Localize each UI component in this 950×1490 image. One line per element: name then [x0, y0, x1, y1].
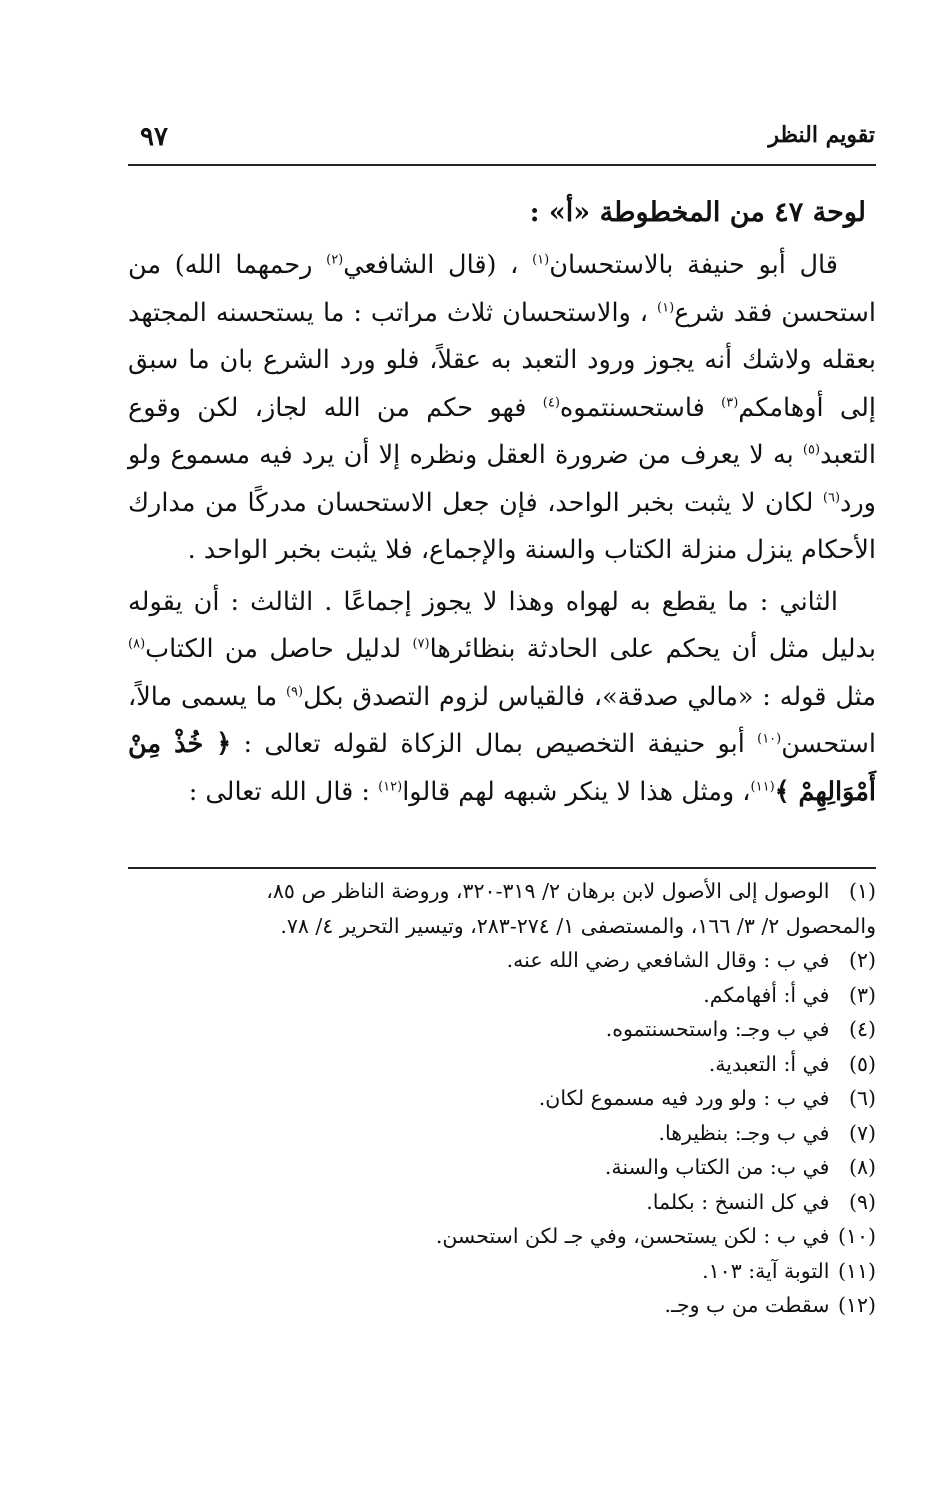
footnote-text: في ب: من الكتاب والسنة. — [604, 1155, 830, 1179]
footnote-ref: (٨) — [128, 636, 146, 652]
footnote-ref: (١) — [657, 300, 675, 315]
footnote-number: (٧) — [848, 1120, 876, 1145]
footnote-ref: (٣) — [721, 395, 739, 410]
footnote — [128, 1012, 876, 1047]
footnote-text: في ب : ولو ورد فيه مسموع لكان. — [538, 1086, 830, 1110]
footnote-number: (١٢) — [837, 1293, 876, 1317]
footnote-ref: (٤) — [542, 395, 560, 410]
text-run: به لا يعرف من ضرورة العقل ونظره إلا أن يرد فيه مسموع ولو ورد — [128, 440, 876, 518]
text-run: ، والاستحسان ثلاث مراتب : ما يستحسنه المجتهد بعقله ولاشك أنه يجوز ورود التعبد به عقلاً، فلو ورد الشرع بان ما سبق إلى أوهامكم — [128, 297, 877, 423]
text-run: قال أبو حنيفة بالاستحسان — [549, 250, 838, 280]
footnote-text: سقطت من ب وجـ. — [664, 1293, 830, 1317]
text-run: ، (قال الشافعي — [343, 250, 533, 280]
footnote-ref: (٥) — [802, 442, 821, 458]
text-run: الثاني : ما يقطع به لهواه وهذا لا يجوز إجماعًا . الثالث : أن يقوله بدليل مثل أن يحكم على الحادثة بنظائرها — [128, 586, 876, 664]
footnote-text: في كل النسخ : بكلما. — [646, 1189, 830, 1214]
footnote-number: (٦) — [848, 1086, 876, 1110]
footnote-divider — [128, 867, 876, 869]
footnote-continuation: والمحصول ٢/ ٣/ ١٦٦، والمستصفى ١/ ٢٧٤-٢٨٣، وتيسير التحرير ٤/ ٧٨. — [280, 913, 876, 938]
footnote-number: (١) — [848, 879, 876, 903]
footnote-number: (٥) — [848, 1051, 876, 1076]
footnote-text: في ب وجـ: بنظيرها. — [658, 1120, 830, 1145]
text-run: فهو حكم من الله لجاز، لكن وقوع التعبد — [128, 392, 876, 470]
footnote-ref: (٩) — [285, 684, 304, 699]
footnote-ref: (١) — [532, 252, 550, 268]
text-run: فاستحسنتموه — [559, 392, 722, 423]
paragraph-1 — [128, 242, 876, 575]
footnote-text: في ب : لكن يستحسن، وفي جـ لكن استحسن. — [435, 1224, 830, 1248]
section-heading: لوحة ٤٧ من المخطوطة «أ» : — [529, 197, 866, 228]
footnote-number: (٣) — [848, 982, 876, 1007]
footnote — [128, 874, 876, 909]
footnote-number: (١١) — [837, 1258, 876, 1283]
footnote-number: (٤) — [848, 1017, 876, 1041]
paragraph-2 — [128, 579, 876, 817]
footnote-number: (٩) — [848, 1189, 876, 1214]
footnote-text: في ب وجـ: واستحسنتموه. — [605, 1017, 830, 1041]
footnote — [128, 1047, 876, 1082]
text-run: رحمهما الله) من استحسن فقد شرع — [128, 250, 876, 328]
footnote-text: التوبة آية: ١٠٣. — [702, 1258, 830, 1283]
footnote — [128, 978, 876, 1013]
quran-verse: ﴿ خُذْ مِنْ أَمْوَالِهِمْ ﴾ — [128, 729, 876, 807]
text-run: لدليل حاصل من الكتاب — [145, 634, 413, 664]
footnote — [128, 1081, 876, 1116]
footnote-text: الوصول إلى الأصول لابن برهان ٢/ ٣١٩-٣٢٠، وروضة الناظر ص ٨٥، — [266, 879, 830, 903]
footnotes — [128, 874, 876, 1323]
text-run: ما يسمى مالاً، استحسن — [128, 681, 877, 759]
footnote-number: (٨) — [848, 1155, 876, 1179]
footnote-number: (١٠) — [837, 1224, 876, 1248]
footnote-text: في أ: أفهامكم. — [703, 982, 830, 1007]
footnote-number: (٢) — [848, 948, 876, 972]
footnote-ref: (١٢) — [378, 779, 403, 794]
text-run: ، ومثل هذا لا ينكر شبهه لهم قالوا — [402, 776, 751, 807]
footnote — [128, 1185, 876, 1220]
footnote-text: في ب : وقال الشافعي رضي الله عنه. — [506, 948, 830, 972]
footnote-ref: (١١) — [750, 779, 775, 794]
text-run: : قال الله تعالى : — [188, 776, 379, 807]
footnote — [128, 943, 876, 978]
running-header-title: تقويم النظر — [768, 122, 875, 148]
footnote-ref: (٢) — [326, 252, 344, 268]
footnote-ref: (٦) — [822, 490, 841, 505]
footnote-ref: (٧) — [412, 636, 430, 652]
text-run: أبو حنيفة التخصيص بمال الزكاة لقوله تعالى : — [231, 729, 758, 759]
footnote — [128, 1150, 876, 1185]
footnote — [128, 1254, 876, 1289]
footnote — [128, 1288, 876, 1323]
footnote-ref: (١٠) — [757, 731, 782, 747]
main-text — [128, 184, 876, 816]
page-number: ٩٧ — [140, 122, 168, 152]
text-run: لكان لا يثبت بخبر الواحد، فإن جعل الاستحسان مدركًا من مدارك الأحكام ينزل منزلة الكتاب والسنة والإجماع، فلا يثبت بخبر الواحد . — [128, 487, 876, 565]
footnote — [128, 1116, 876, 1151]
header-divider — [128, 164, 876, 166]
footnote — [128, 1219, 876, 1254]
footnote-text: في أ: التعبدية. — [708, 1051, 830, 1076]
text-run: مثل قوله : «مالي صدقة»، فالقياس لزوم التصدق بكل — [303, 681, 876, 712]
